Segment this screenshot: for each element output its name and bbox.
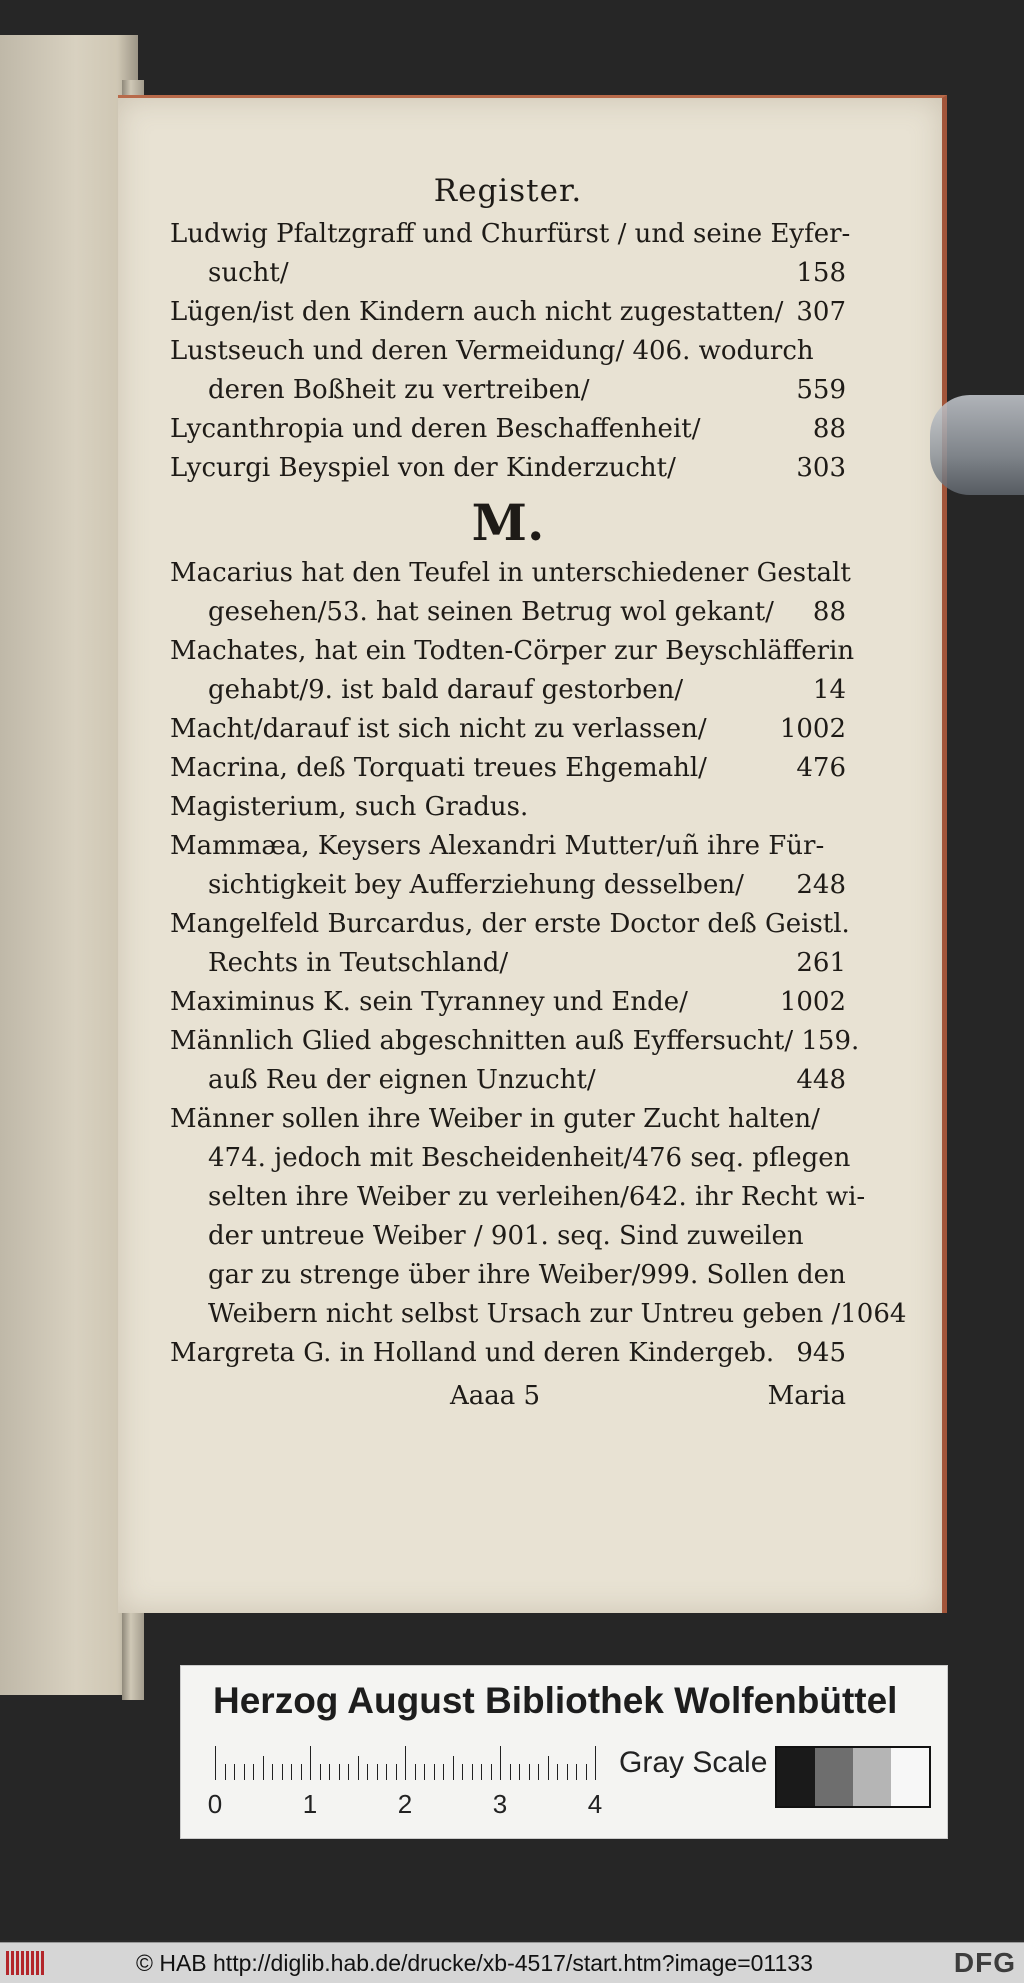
entry-text: Lycurgi Beyspiel von der Kinderzucht/: [170, 453, 676, 483]
entries-group-m: [170, 554, 907, 1373]
ruler-tick: [358, 1756, 359, 1780]
ruler-number: 1: [302, 1789, 318, 1819]
entry-line: [170, 983, 846, 1022]
register-entry: [170, 1022, 860, 1100]
ruler-tick: [377, 1764, 378, 1780]
register-entry: [170, 632, 855, 710]
entry-line: [170, 1139, 851, 1178]
ruler-tick: [348, 1764, 349, 1780]
ruler-tick: [424, 1764, 425, 1780]
ruler-tick: [481, 1764, 482, 1780]
ruler-tick: [443, 1764, 444, 1780]
ruler-tick: [510, 1764, 511, 1780]
page-footer: [170, 1381, 846, 1411]
ruler-tick: [215, 1746, 216, 1780]
page-content: [170, 173, 907, 1411]
entry-line: [170, 944, 846, 983]
entry-text: Machates, hat ein Todten-Cörper zur Beyschläfferin: [170, 636, 855, 666]
entry-line: [170, 593, 846, 632]
entry-line: [170, 1061, 846, 1100]
entry-text: Ludwig Pfaltzgraff und Churfürst / und seine Eyfer-: [170, 219, 851, 249]
register-entry: [170, 410, 846, 449]
register-page: [118, 95, 947, 1613]
ruler-tick: [263, 1756, 264, 1780]
entry-text: Mammæa, Keysers Alexandri Mutter/uñ ihre Für-: [170, 831, 825, 861]
ruler-tick: [557, 1764, 558, 1780]
entry-line: [170, 554, 851, 593]
entry-text: 474. jedoch mit Bescheidenheit/476 seq. pflegen: [208, 1143, 851, 1173]
register-entry: [170, 827, 846, 905]
entry-line: [170, 410, 846, 449]
ruler-tick: [472, 1764, 473, 1780]
entry-text: sichtigkeit bey Aufferziehung desselben/: [208, 870, 744, 900]
entries-group-l: [170, 215, 851, 488]
ruler-number: 0: [207, 1789, 223, 1819]
ruler-tick: [367, 1764, 368, 1780]
entry-line: [170, 671, 846, 710]
ruler-tick: [291, 1764, 292, 1780]
entry-text: Margreta G. in Holland und deren Kindergeb.: [170, 1338, 775, 1368]
register-entry: [170, 788, 846, 827]
ruler-tick: [396, 1764, 397, 1780]
entry-line: [170, 866, 846, 905]
page-number: 307: [796, 297, 846, 327]
ruler-tick: [244, 1764, 245, 1780]
gray-swatch: [853, 1748, 891, 1806]
entry-text: deren Boßheit zu vertreiben/: [208, 375, 590, 405]
ruler-tick: [500, 1746, 501, 1780]
library-name: Herzog August Bibliothek Wolfenbüttel: [213, 1680, 898, 1721]
entry-text: selten ihre Weiber zu verleihen/642. ihr Recht wi-: [208, 1182, 866, 1212]
ruler-tick: [310, 1746, 311, 1780]
catchword: Maria: [767, 1381, 846, 1411]
ruler-tick: [595, 1746, 596, 1780]
register-entry: [170, 710, 846, 749]
entry-text: sucht/: [208, 258, 289, 288]
entry-text: Weibern nicht selbst Ursach zur Untreu geben /: [208, 1299, 841, 1329]
entry-line: [170, 710, 846, 749]
entry-line: [170, 1022, 860, 1061]
page-number: 476: [796, 753, 846, 783]
page-number: 1002: [779, 714, 846, 744]
signature-mark: Aaaa 5: [450, 1381, 541, 1411]
ruler-tick: [415, 1764, 416, 1780]
entry-text: der untreue Weiber / 901. seq. Sind zuweilen: [208, 1221, 804, 1251]
entry-text: Lustseuch und deren Vermeidung/ 406. wodurch: [170, 336, 814, 366]
running-header: Register.: [433, 173, 583, 209]
entry-line: [170, 215, 851, 254]
entry-line: [170, 293, 846, 332]
page-number: 88: [812, 414, 846, 444]
ruler-tick: [253, 1764, 254, 1780]
ruler-tick: [405, 1746, 406, 1780]
source-url[interactable]: © HAB http://diglib.hab.de/drucke/xb-4517/start.htm?image=01133: [136, 1950, 813, 1976]
section-letter-m: M.: [471, 493, 545, 552]
ruler-number: 2: [397, 1789, 413, 1819]
register-entry: [170, 554, 851, 632]
ruler-tick: [282, 1764, 283, 1780]
entry-line: [170, 332, 846, 371]
page-number: 248: [796, 870, 846, 900]
ruler-tick: [272, 1764, 273, 1780]
ruler-tick: [234, 1764, 235, 1780]
ruler-tick: [529, 1764, 530, 1780]
ruler-tick: [567, 1764, 568, 1780]
ruler-tick: [225, 1764, 226, 1780]
entry-text: Männer sollen ihre Weiber in guter Zucht halten/: [170, 1104, 820, 1134]
entry-text: gehabt/9. ist bald darauf gestorben/: [208, 675, 684, 705]
entry-line: [170, 827, 846, 866]
page-number: 559: [796, 375, 846, 405]
entry-line: [170, 1100, 846, 1139]
ruler-tick: [586, 1764, 587, 1780]
page-number: 448: [796, 1065, 846, 1095]
entry-text: Maximinus K. sein Tyranney und Ende/: [170, 987, 688, 1017]
ruler-tick: [462, 1764, 463, 1780]
ruler-tick: [339, 1764, 340, 1780]
gray-swatch: [891, 1748, 929, 1806]
page-number: 303: [796, 453, 846, 483]
page-number: 158: [796, 258, 846, 288]
ruler-tick: [453, 1756, 454, 1780]
entry-line: [170, 371, 846, 410]
entry-text: Magisterium, such Gradus.: [170, 792, 529, 822]
entry-text: Macrina, deß Torquati treues Ehgemahl/: [170, 753, 707, 783]
register-entry: [170, 749, 846, 788]
page-number: 1064: [840, 1299, 907, 1329]
ruler-tick: [386, 1764, 387, 1780]
entry-text: auß Reu der eignen Unzucht/: [208, 1065, 596, 1095]
entry-line: [170, 1334, 846, 1373]
ruler-tick: [491, 1764, 492, 1780]
color-reference-card: [180, 1665, 948, 1839]
entry-text: gesehen/53. hat seinen Betrug wol gekant/: [208, 597, 774, 627]
grayscale-swatches: [775, 1746, 931, 1808]
ruler-tick: [576, 1764, 577, 1780]
entry-line: [170, 788, 846, 827]
register-entry: [170, 1100, 907, 1334]
grayscale-label: Gray Scale: [619, 1746, 768, 1779]
page-number: 1002: [779, 987, 846, 1017]
register-entry: [170, 1334, 846, 1373]
gray-swatch: [777, 1748, 815, 1806]
entry-text: Macht/darauf ist sich nicht zu verlassen/: [170, 714, 707, 744]
hab-logo-icon: [6, 1951, 44, 1975]
entry-line: [170, 449, 846, 488]
entry-text: Rechts in Teutschland/: [208, 948, 509, 978]
entry-text: Mangelfeld Burcardus, der erste Doctor deß Geistl.: [170, 909, 850, 939]
page-number: 945: [796, 1338, 846, 1368]
ruler-tick: [548, 1756, 549, 1780]
entry-line: [170, 254, 846, 293]
entry-text: Macarius hat den Teufel in unterschiedener Gestalt: [170, 558, 851, 588]
entry-line: [170, 1295, 907, 1334]
register-entry: [170, 332, 846, 410]
register-entry: [170, 905, 850, 983]
register-entry: [170, 293, 846, 332]
entry-text: Männlich Glied abgeschnitten auß Eyffersucht/ 159.: [170, 1026, 860, 1056]
footer-bar: [0, 1942, 1024, 1983]
ruler-number: 3: [492, 1789, 508, 1819]
ruler-tick: [320, 1764, 321, 1780]
entry-text: Lügen/ist den Kindern auch nicht zugestatten/: [170, 297, 784, 327]
page-number: 261: [796, 948, 846, 978]
entry-text: gar zu strenge über ihre Weiber/999. Sollen den: [208, 1260, 846, 1290]
ruler-tick: [434, 1764, 435, 1780]
ruler-tick: [519, 1764, 520, 1780]
page-number: 88: [812, 597, 846, 627]
entry-line: [170, 1178, 866, 1217]
ruler-tick: [538, 1764, 539, 1780]
entry-line: [170, 1217, 846, 1256]
register-entry: [170, 983, 846, 1022]
gray-swatch: [815, 1748, 853, 1806]
entry-line: [170, 1256, 846, 1295]
entry-line: [170, 749, 846, 788]
entry-text: Lycanthropia und deren Beschaffenheit/: [170, 414, 701, 444]
register-entry: [170, 215, 851, 293]
cm-ruler: [207, 1746, 603, 1819]
bookmark-clip: [930, 395, 1024, 495]
page-number: 14: [812, 675, 846, 705]
ruler-tick: [329, 1764, 330, 1780]
ruler-tick: [301, 1764, 302, 1780]
dfg-logo: DFG: [953, 1947, 1016, 1978]
register-entry: [170, 449, 846, 488]
entry-line: [170, 632, 855, 671]
entry-line: [170, 905, 850, 944]
ruler-number: 4: [587, 1789, 603, 1819]
